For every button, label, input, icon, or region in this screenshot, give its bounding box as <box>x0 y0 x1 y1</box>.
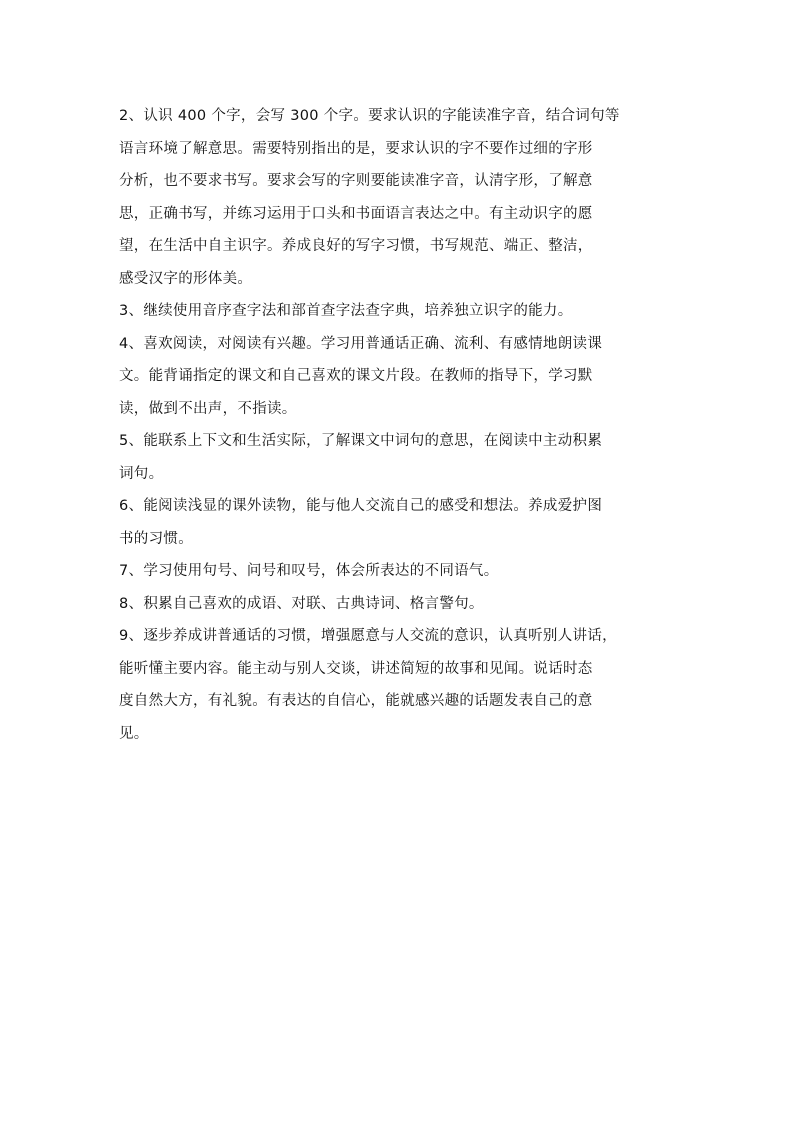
text-line: 书的习惯。 <box>119 530 193 547</box>
text-line: 文。能背诵指定的课文和自己喜欢的课文片段。在教师的指导下，学习默 <box>119 368 593 384</box>
text-line: 感受汉字的形体美。 <box>119 270 253 287</box>
text-line: 4、喜欢阅读，对阅读有兴趣。学习用普通话正确、流利、有感情地朗读课 <box>119 335 603 352</box>
text-line: 读，做到不出声，不指读。 <box>119 400 297 417</box>
text-line: 5、能联系上下文和生活实际，了解课文中词句的意思，在阅读中主动积累 <box>119 433 603 449</box>
text-line: 语言环境了解意思。需要特别指出的是，要求认识的字不要作过细的字形 <box>119 140 593 157</box>
text-line: 7、学习使用句号、问号和叹号，体会所表达的不同语气。 <box>119 563 499 579</box>
text-line: 见。 <box>119 725 149 742</box>
text-line: 分析，也不要求书写。要求会写的字则要能读准字音，认清字形，了解意 <box>119 173 593 189</box>
document-body <box>119 100 679 750</box>
text-line: 思，正确书写，并练习运用于口头和书面语言表达之中。有主动识字的愿 <box>119 205 593 222</box>
text-line: 词句。 <box>119 465 164 482</box>
text-line: 8、积累自己喜欢的成语、对联、古典诗词、格言警句。 <box>119 595 484 612</box>
text-line: 9、逐步养成讲普通话的习惯，增强愿意与人交流的意识，认真听别人讲话， <box>119 628 617 644</box>
text-line: 6、能阅读浅显的课外读物，能与他人交流自己的感受和想法。养成爱护图 <box>119 498 603 514</box>
text-line: 望，在生活中自主识字。养成良好的写字习惯，书写规范、端正、整洁， <box>119 238 593 254</box>
text-line: 能听懂主要内容。能主动与别人交谈，讲述简短的故事和见闻。说话时态 <box>119 660 593 677</box>
text-line: 2、认识 400 个字，会写 300 个字。要求认识的字能读准字音，结合词句等 <box>119 108 620 124</box>
text-line: 度自然大方，有礼貌。有表达的自信心，能就感兴趣的话题发表自己的意 <box>119 693 593 709</box>
text-line: 3、继续使用音序查字法和部首查字法查字典，培养独立识字的能力。 <box>119 303 573 319</box>
